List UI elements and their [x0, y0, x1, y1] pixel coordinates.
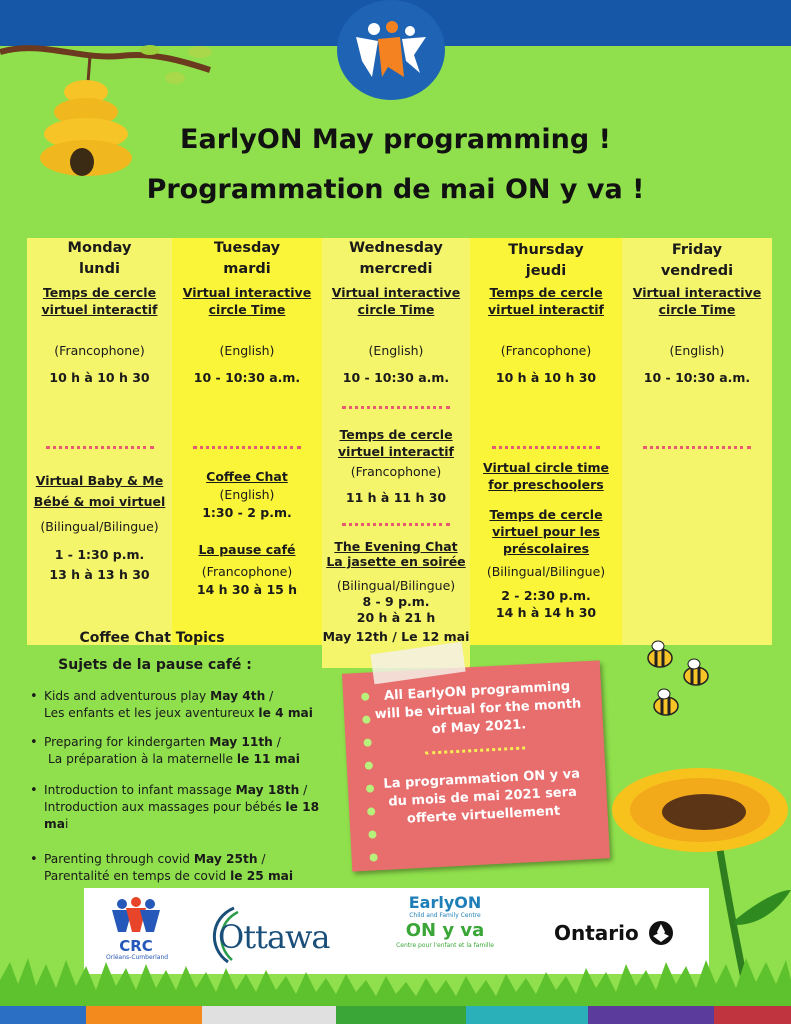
topic-fr: Introduction aux massages pour bébés [44, 800, 286, 814]
divider [193, 446, 301, 449]
ontario-logo [554, 920, 694, 950]
session-title[interactable]: Virtual circle time for preschoolers [483, 460, 609, 492]
day-header [27, 238, 172, 280]
color-stripe [202, 1006, 336, 1024]
session-title[interactable]: Temps de cercle virtuel interactif [488, 285, 604, 317]
session-language: (Francophone) [350, 464, 442, 479]
topic-en: Introduction to infant massage [44, 783, 236, 797]
session-time-fr: 20 h à 21 h [356, 609, 436, 625]
day-name-en: Friday [671, 242, 723, 258]
earlyon-text: EarlyON [408, 893, 482, 912]
topic-tail: i [64, 817, 69, 831]
session-time: 10 - 10:30 a.m. [193, 370, 301, 385]
session-time [322, 594, 470, 625]
day-name-fr: mardi [223, 261, 271, 277]
session-time-fr: 13 h à 13 h 30 [49, 567, 150, 582]
divider [342, 406, 450, 409]
color-stripe [466, 1006, 588, 1024]
session-title[interactable]: Virtual interactive circle Time [182, 285, 312, 317]
session-language: (English) [669, 343, 725, 358]
list-item [22, 734, 342, 768]
session-time-en: 2 - 2:30 p.m. [501, 588, 591, 603]
title-english: EarlyON May programming ! [180, 124, 611, 155]
session-language: (English) [368, 343, 424, 358]
crc-people-icon [108, 896, 164, 934]
session-time: 10 - 10:30 a.m. [643, 370, 751, 385]
topic-en: Parenting through covid [44, 852, 194, 866]
session-language: (English) [219, 487, 275, 502]
session-time: 14 h 30 à 15 h [196, 582, 298, 597]
coffee-topics-list [22, 688, 342, 897]
topic-separator: / [299, 783, 308, 797]
topic-date-fr: le 11 mai [236, 752, 300, 766]
beehive-illustration [0, 30, 230, 190]
session-title[interactable]: Virtual interactive circle Time [632, 285, 762, 317]
session-language: (Bilingual/Bilingue) [486, 564, 606, 579]
topic-fr: Les enfants et les jeux aventureux [44, 706, 259, 720]
day-name-fr: vendredi [660, 263, 734, 279]
topic-date-en: May 18th [235, 783, 300, 797]
session-title[interactable]: Temps de cercle virtuel interactif [41, 285, 158, 317]
session-title[interactable]: La pause café [198, 542, 296, 557]
session-time-en: 8 - 9 p.m. [362, 594, 430, 609]
session-time [27, 546, 172, 583]
notice-card [342, 660, 610, 871]
bee-icon [654, 689, 678, 715]
trillium-icon [648, 920, 674, 946]
topic-date-en: May 11th [209, 735, 273, 749]
earlyon-logo [390, 894, 500, 950]
divider [643, 446, 751, 449]
column-tuesday [172, 238, 322, 645]
topic-en: Kids and adventurous play [44, 689, 211, 703]
topic-separator: / [257, 852, 266, 866]
session-time: 1:30 - 2 p.m. [202, 505, 292, 520]
session-time-en: 1 - 1:30 p.m. [54, 547, 145, 562]
grass-decoration [0, 950, 791, 1010]
day-name-fr: lundi [79, 261, 120, 277]
weekly-schedule [27, 238, 772, 645]
day-name-en: Wednesday [349, 240, 443, 256]
onyva-subtext: Centre pour l'enfant et la famille [396, 942, 494, 949]
session-language: (Bilingual/Bilingue) [336, 578, 456, 593]
day-header [322, 238, 470, 280]
coffee-topics-heading-fr: Sujets de la pause café : [58, 657, 252, 673]
day-name-en: Monday [67, 240, 132, 256]
crc-text: CRC [119, 937, 153, 955]
ottawa-text: Ottawa [218, 918, 330, 956]
earlyon-subtext: Child and Family Centre [409, 912, 481, 919]
column-monday [27, 238, 172, 645]
color-stripe [714, 1006, 791, 1024]
session-title[interactable] [322, 539, 470, 569]
color-stripe [336, 1006, 466, 1024]
session-language: (Francophone) [201, 564, 293, 579]
day-name-fr: mercredi [359, 261, 433, 277]
session-title-en: Virtual Baby & Me [35, 473, 164, 488]
earlyon-figures-logo [337, 0, 445, 100]
day-name-fr: jeudi [525, 263, 567, 279]
session-title[interactable]: Virtual interactive circle Time [331, 285, 461, 317]
onyva-text: ON y va [405, 920, 485, 941]
bees-illustration [640, 636, 720, 726]
session-title[interactable] [27, 472, 172, 510]
session-language: (Francophone) [54, 343, 145, 358]
session-title[interactable]: Temps de cercle virtuel pour les préscolaires [489, 507, 603, 556]
ontario-text: Ontario [554, 921, 639, 945]
day-name-en: Tuesday [213, 240, 281, 256]
session-time: 11 h à 11 h 30 [345, 490, 447, 505]
day-header [622, 240, 772, 282]
column-wednesday [322, 238, 470, 668]
session-title[interactable]: Coffee Chat [206, 469, 288, 484]
notice-divider [425, 746, 525, 754]
notice-english: All EarlyON programming will be virtual for the month of May 2021. [374, 678, 582, 738]
color-stripe [588, 1006, 714, 1024]
session-title-fr: La jasette en soirée [326, 554, 466, 569]
column-thursday [470, 238, 622, 645]
list-item [22, 782, 342, 833]
list-item [22, 688, 342, 722]
topic-date-en: May 25th [193, 852, 258, 866]
session-title[interactable]: Temps de cercle virtuel interactif [338, 427, 454, 459]
session-title-fr: Bébé & moi virtuel [33, 494, 166, 509]
coffee-topics-heading-en: Coffee Chat Topics [79, 630, 225, 646]
list-item [22, 851, 342, 885]
divider [46, 446, 154, 449]
session-language: (Francophone) [500, 343, 592, 358]
topic-fr: Parentalité en temps de covid [44, 869, 231, 883]
day-name-en: Thursday [508, 242, 584, 258]
title-french: Programmation de mai ON y va ! [146, 174, 645, 205]
topic-separator: / [265, 689, 274, 703]
topic-en: Preparing for kindergarten [44, 735, 210, 749]
column-friday [622, 238, 772, 645]
session-time: 10 h à 10 h 30 [495, 370, 597, 385]
divider [492, 446, 600, 449]
bee-icon [648, 641, 672, 667]
crc-subtext: Orléans-Cumberland [106, 954, 169, 961]
bee-icon [684, 659, 708, 685]
topic-fr: La préparation à la maternelle [48, 752, 237, 766]
session-time [470, 587, 622, 621]
day-header [172, 238, 322, 280]
color-stripe [0, 1006, 86, 1024]
topic-date-en: May 4th [210, 689, 266, 703]
notice-french: La programmation ON y va du mois de mai 2021 sera offerte virtuellement [383, 766, 581, 827]
session-date: May 12th / Le 12 mai [322, 629, 470, 644]
topic-date-fr: le 4 mai [258, 706, 313, 720]
session-time: 10 - 10:30 a.m. [342, 370, 450, 385]
session-time-fr: 14 h à 14 h 30 [495, 605, 597, 620]
divider [342, 523, 450, 526]
people-icon [348, 15, 434, 85]
topic-date-fr: le 25 mai [230, 869, 294, 883]
day-header [470, 240, 622, 282]
session-language: (Bilingual/Bilingue) [40, 519, 159, 534]
session-language: (English) [219, 343, 275, 358]
topic-date-fr: le 18 ma [44, 800, 320, 831]
session-time: 10 h à 10 h 30 [49, 370, 150, 385]
color-stripe [86, 1006, 202, 1024]
topic-separator: / [272, 735, 281, 749]
session-title-en: The Evening Chat [334, 539, 458, 554]
